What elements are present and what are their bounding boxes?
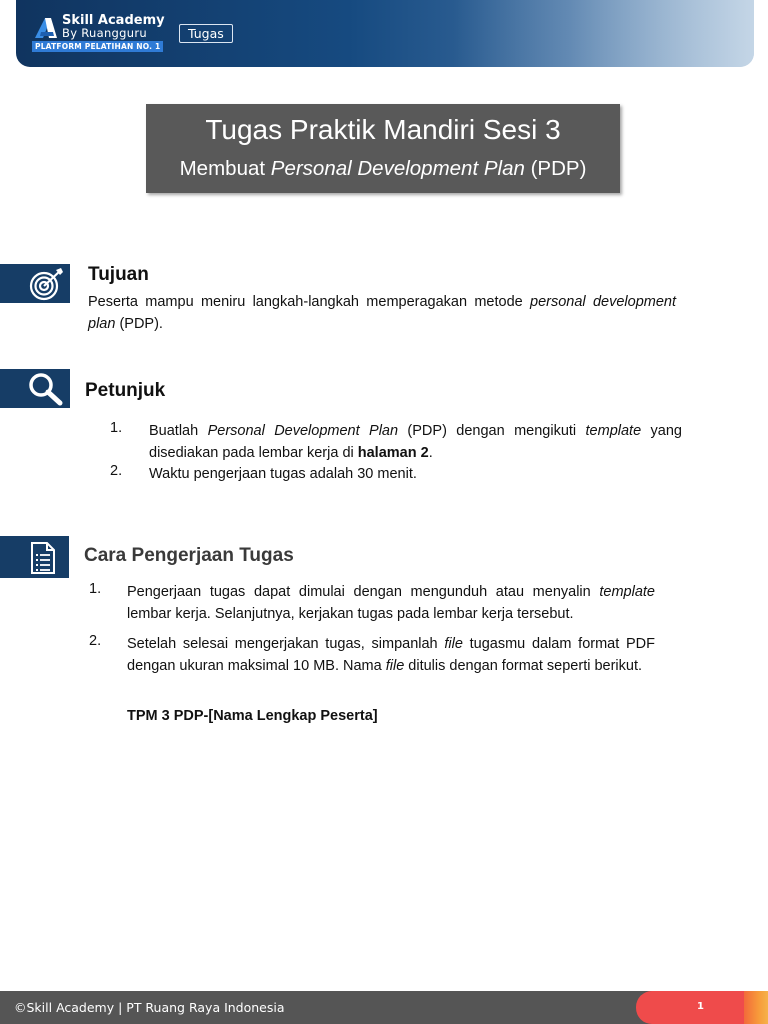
page-subtitle: Membuat Personal Development Plan (PDP) xyxy=(179,157,587,180)
banner-decoration xyxy=(454,0,754,67)
cara-item-1-number: 1. xyxy=(89,581,102,597)
tujuan-heading: Tujuan xyxy=(88,264,149,285)
brand-name: Skill Academy xyxy=(62,13,165,28)
header-banner xyxy=(16,0,754,67)
footer-copyright: ©Skill Academy | PT Ruang Raya Indonesia xyxy=(14,1000,285,1015)
footer-accent xyxy=(636,991,744,1024)
brand-tagline: PLATFORM PELATIHAN NO. 1 xyxy=(32,41,163,52)
petunjuk-item-1-number: 1. xyxy=(110,420,123,436)
tugas-tag: Tugas xyxy=(179,24,233,43)
magnifier-icon xyxy=(26,372,66,406)
petunjuk-item-1: Buatlah Personal Development Plan (PDP) dengan mengikuti template yang disediakan pada lembar kerja di halaman 2. xyxy=(149,423,682,461)
page-title: Tugas Praktik Mandiri Sesi 3 xyxy=(205,114,561,145)
cara-item-2: Setelah selesai mengerjakan tugas, simpanlah file tugasmu dalam format PDF dengan ukuran maksimal 10 MB. Nama file ditulis dengan format seperti berikut. xyxy=(127,636,655,674)
document-list-icon xyxy=(29,541,57,575)
petunjuk-item-2-number: 2. xyxy=(110,463,123,479)
petunjuk-item-2: Waktu pengerjaan tugas adalah 30 menit. xyxy=(149,466,417,482)
page-number: 1 xyxy=(697,1001,704,1012)
cara-item-2-number: 2. xyxy=(89,633,102,649)
target-icon xyxy=(26,267,66,301)
cara-item-1: Pengerjaan tugas dapat dimulai dengan mengunduh atau menyalin template lembar kerja. Selanjutnya, kerjakan tugas pada lembar kerja tersebut. xyxy=(127,584,655,622)
tujuan-text: Peserta mampu meniru langkah-langkah memperagakan metode personal development plan (PDP). xyxy=(88,294,676,332)
tujuan-icon-tab xyxy=(0,264,70,303)
petunjuk-heading: Petunjuk xyxy=(85,380,166,401)
title-box xyxy=(146,104,620,193)
filename-format: TPM 3 PDP-[Nama Lengkap Peserta] xyxy=(127,708,378,724)
cara-icon-tab xyxy=(0,536,69,578)
footer-accent-orange xyxy=(744,991,768,1024)
cara-heading: Cara Pengerjaan Tugas xyxy=(84,545,294,566)
skill-academy-logo xyxy=(33,16,59,40)
brand-subtitle: By Ruangguru xyxy=(62,26,147,40)
petunjuk-icon-tab xyxy=(0,369,70,408)
